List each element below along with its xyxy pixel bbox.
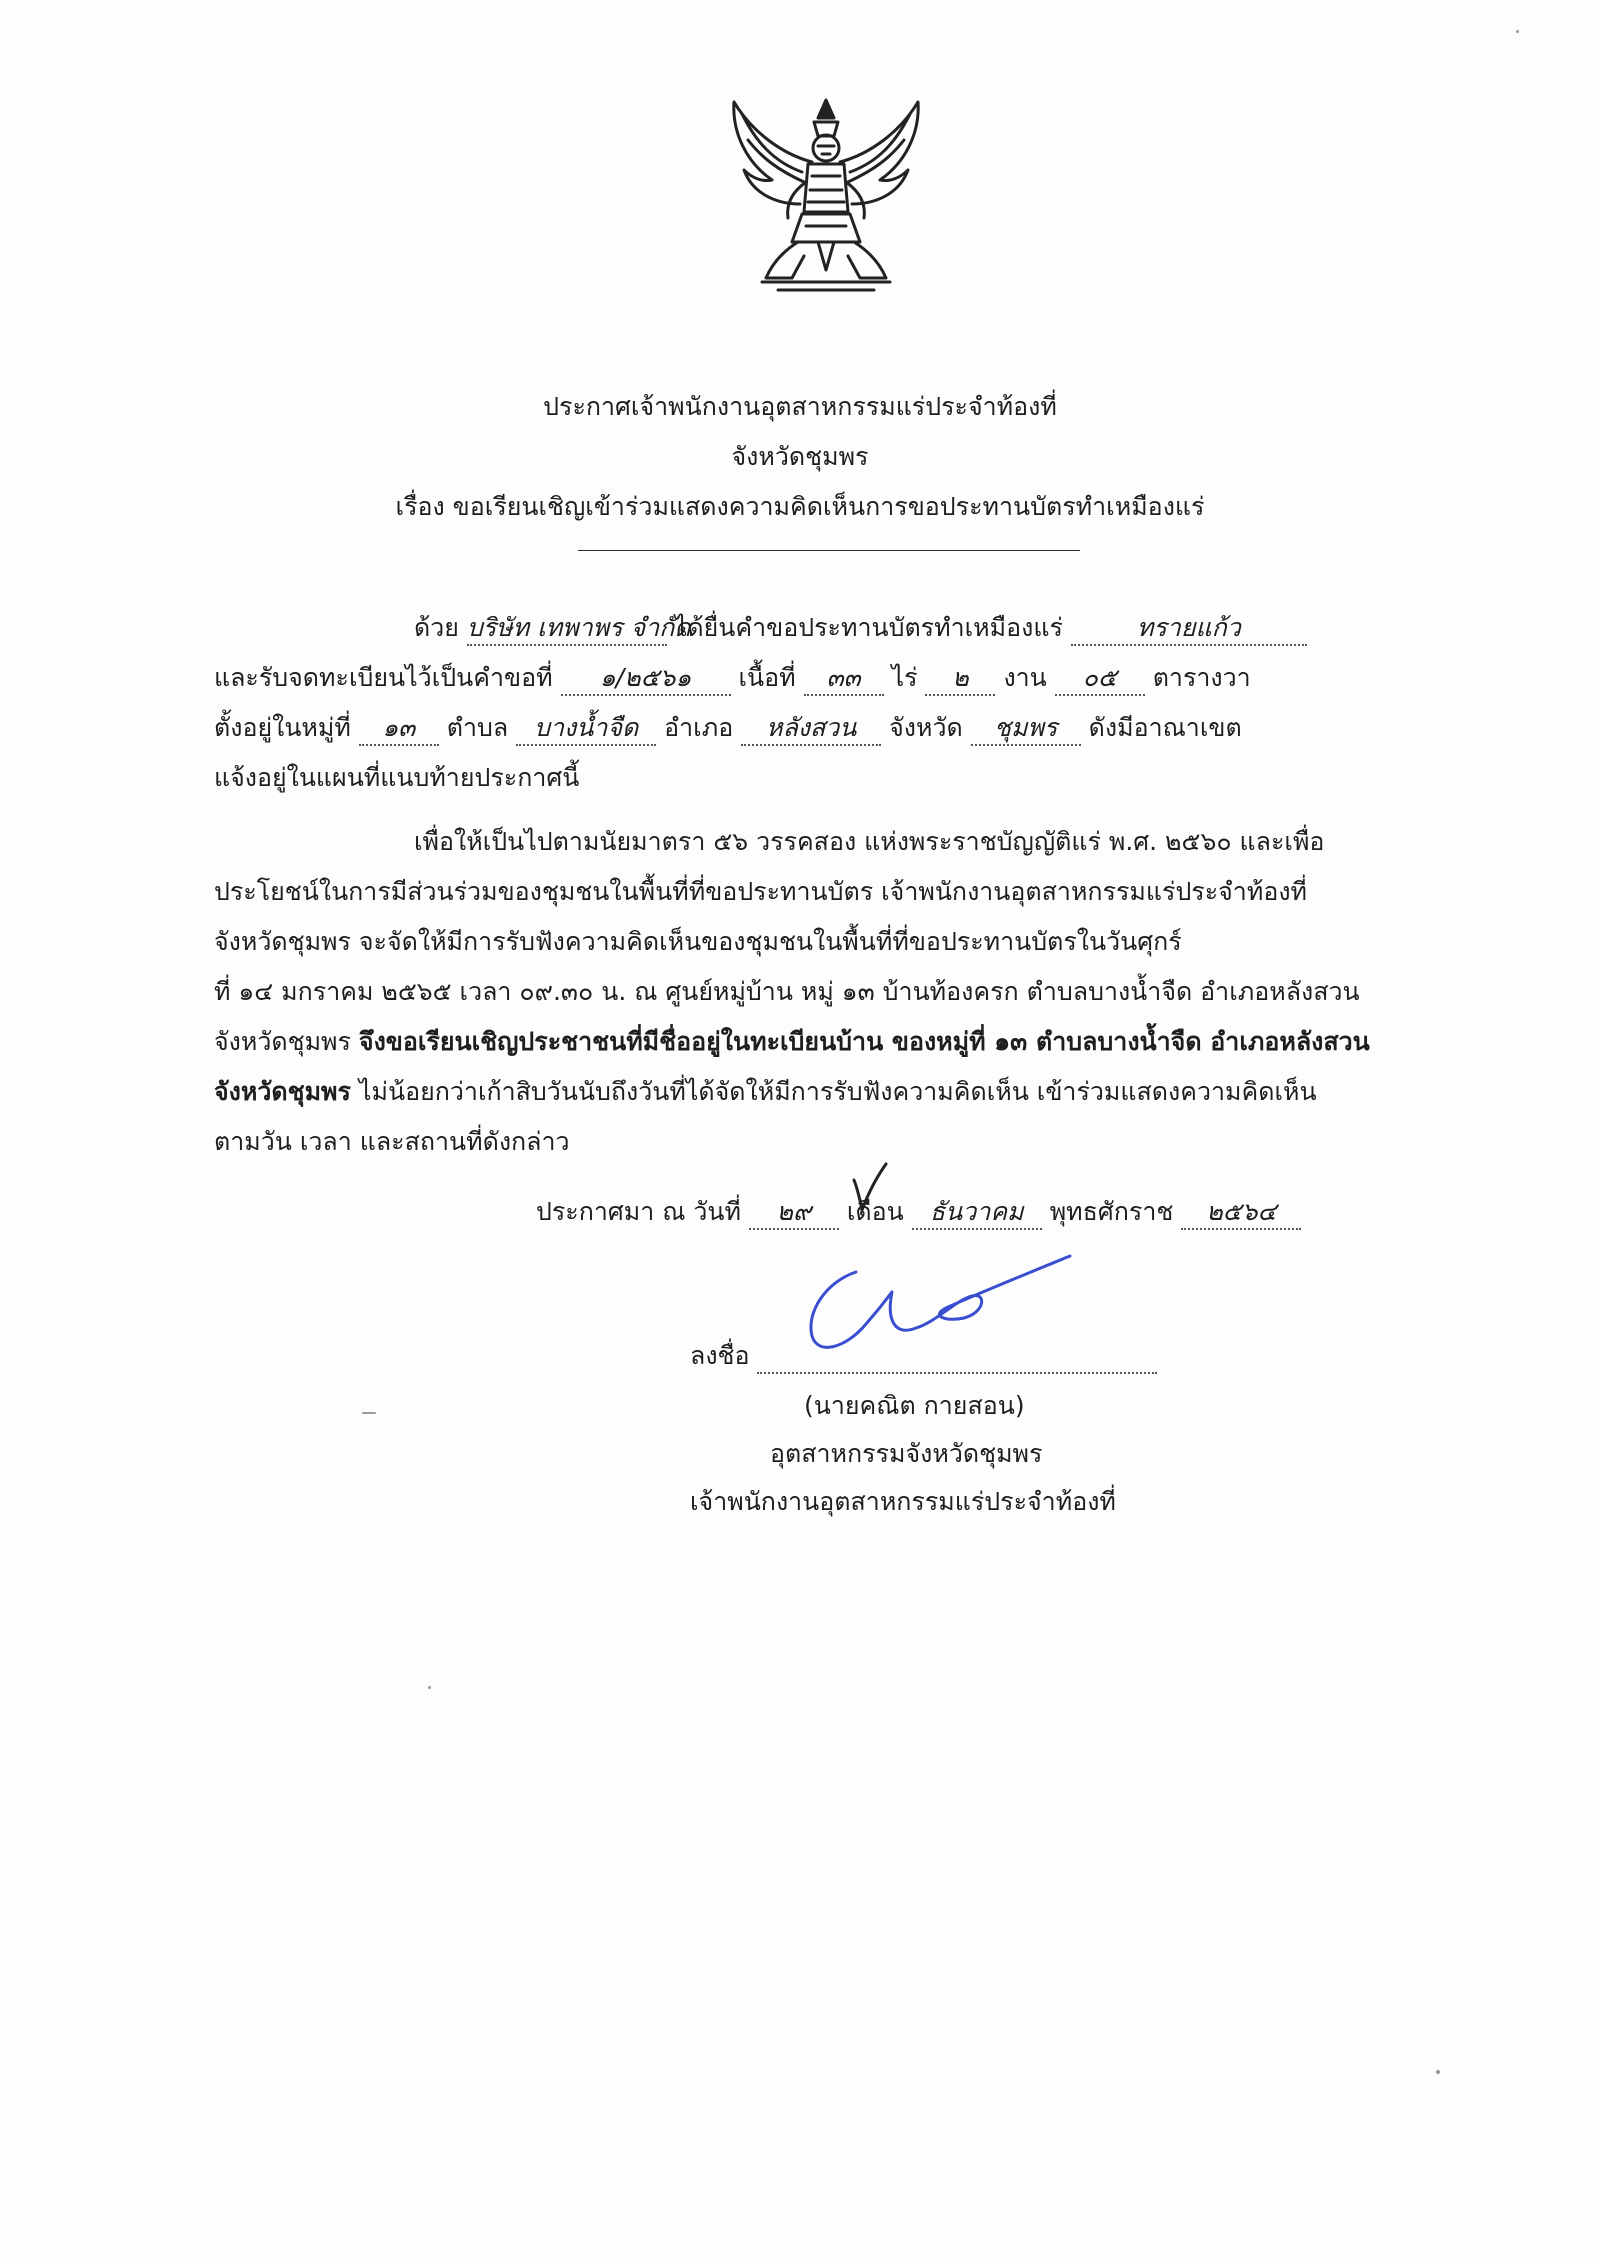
text: พุทธศักราช [1049,1197,1174,1226]
month-field: ธันวาคม [912,1196,1042,1230]
bold-text: จังหวัดชุมพร [214,1077,351,1106]
handwritten-signature [796,1252,1076,1362]
para1-line4: แจ้งอยู่ในแผนที่แนบท้ายประกาศนี้ [214,763,580,792]
amphoe-field: หลังสวน [741,712,881,746]
header-line-2: จังหวัดชุมพร [731,442,869,471]
area-wa-field: ๐๕ [1055,662,1145,696]
area-rai-field: ๓๓ [804,662,884,696]
text: เนื้อที่ [738,663,796,692]
header-line-1: ประกาศเจ้าพนักงานอุตสาหกรรมแร่ประจำท้องที่ [543,392,1057,421]
scan-speck [362,1412,376,1414]
signatory-name: (นายคณิต กายสอน) [804,1391,1025,1420]
para2-line2: ประโยชน์ในการมีส่วนร่วมของชุมชนในพื้นที่ที่ขอประทานบัตร เจ้าพนักงานอุตสาหกรรมแร่ประจำท้องที่ [214,877,1308,906]
request-number-field: ๑/๒๕๖๑ [561,662,731,696]
para2-line5 [214,1026,1370,1058]
signatory-title-1: อุตสาหกรรมจังหวัดชุมพร [770,1439,1043,1468]
year-field: ๒๕๖๔ [1181,1196,1301,1230]
text: เดือน [846,1197,904,1226]
para2-line6 [214,1076,1317,1108]
signatory-title-2: เจ้าพนักงานอุตสาหกรรมแร่ประจำท้องที่ [690,1487,1116,1516]
signature-label: ลงชื่อ [690,1341,750,1370]
changwat-field: ชุมพร [971,712,1081,746]
para2-line4: ที่ ๑๔ มกราคม ๒๕๖๕ เวลา ๐๙.๓๐ น. ณ ศูนย์หมู่บ้าน หมู่ ๑๓ บ้านท้องครก ตำบลบางน้ำจืด อำเภอหลังสวน [214,977,1360,1006]
text: อำเภอ [664,713,734,742]
area-ngan-field: ๒ [925,662,995,696]
tambon-field: บางน้ำจืด [516,712,656,746]
moo-field: ๑๓ [359,712,439,746]
text: ได้ยื่นคำขอประทานบัตรทำเหมืองแร่ [674,613,1063,642]
handwritten-day-mark [850,1160,890,1218]
para2-line1: เพื่อให้เป็นไปตามนัยมาตรา ๕๖ วรรคสอง แห่งพระราชบัญญัติแร่ พ.ศ. ๒๕๖๐ และเพื่อ [414,827,1325,856]
mineral-field: ทรายแก้ว [1071,612,1307,646]
text: ด้วย [414,613,459,642]
day-field: ๒๙ [749,1196,839,1230]
dateline [536,1196,1301,1230]
garuda-emblem-icon [722,92,930,300]
text: ประกาศมา ณ วันที่ [536,1197,741,1226]
bold-text: จึงขอเรียนเชิญประชาชนที่มีชื่ออยู่ในทะเบียนบ้าน ของหมู่ที่ ๑๓ ตำบลบางน้ำจืด อำเภอหลังสวน [358,1027,1370,1056]
para1-line1 [414,612,1307,646]
scan-speck [428,1686,431,1689]
text: ดังมีอาณาเขต [1088,713,1242,742]
text: จังหวัดชุมพร [214,1027,351,1056]
text: ตำบล [446,713,509,742]
text: ไม่น้อยกว่าเก้าสิบวันนับถึงวันที่ได้จัดให้มีการรับฟังความคิดเห็น เข้าร่วมแสดงความคิดเห็น [358,1077,1317,1106]
text: จังหวัด [889,713,963,742]
para1-line3 [214,712,1242,746]
scan-speck [1516,30,1519,33]
header-divider [578,550,1080,551]
scan-speck [1436,2070,1440,2074]
text: และรับจดทะเบียนไว้เป็นคำขอที่ [214,663,553,692]
header-subject: เรื่อง ขอเรียนเชิญเข้าร่วมแสดงความคิดเห็นการขอประทานบัตรทำเหมืองแร่ [395,492,1205,521]
company-field: บริษัท เทพาพร จำกัด [467,612,667,646]
para2-line7: ตามวัน เวลา และสถานที่ดังกล่าว [214,1127,570,1156]
text: ตารางวา [1152,663,1251,692]
text: ตั้งอยู่ในหมู่ที่ [214,713,351,742]
para1-line2 [214,662,1251,696]
text: งาน [1003,663,1047,692]
para2-line3: จังหวัดชุมพร จะจัดให้มีการรับฟังความคิดเห็นของชุมชนในพื้นที่ที่ขอประทานบัตรในวันศุกร์ [214,927,1182,956]
text: ไร่ [891,663,918,692]
